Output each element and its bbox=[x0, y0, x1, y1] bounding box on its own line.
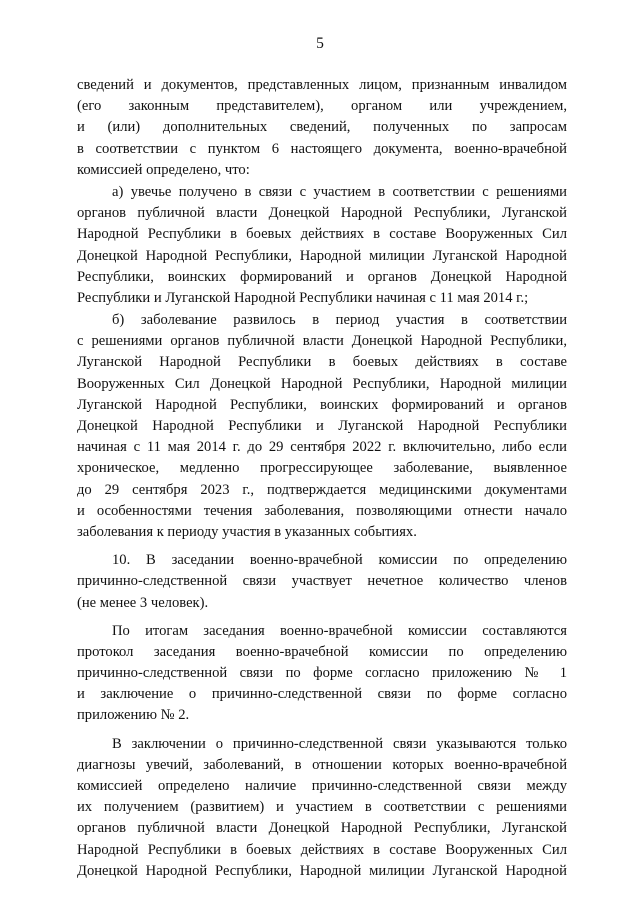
text-line: причинно-следственной связи по форме согласно приложению № 1 bbox=[77, 665, 567, 682]
text-line: Донецкой Народной Республики и Луганской Народной Республики bbox=[77, 418, 567, 434]
text-line: Луганской Народной Республики в боевых действиях в составе bbox=[77, 354, 567, 371]
text-line: диагнозы увечий, заболеваний, в отношении которых военно-врачебной bbox=[77, 756, 567, 773]
page-number: 5 bbox=[316, 35, 324, 52]
text-line: комиссией определено наличие причинно-следственной связи между bbox=[77, 778, 567, 794]
text-line: органов публичной власти Донецкой Народной Республики, Луганской bbox=[77, 820, 567, 837]
text-line: Луганской Народной Республики, воинских формирований и органов bbox=[77, 396, 567, 413]
paragraph bbox=[77, 734, 567, 882]
text-line: Народной Республики в боевых действиях в составе Вооруженных Сил bbox=[77, 841, 567, 858]
text-line: Республики и Луганской Народной Республики начиная с 11 мая 2014 г.; bbox=[77, 289, 529, 306]
text-line: их получением (развитием) и участием в соответствии с решениями bbox=[77, 799, 567, 816]
text-line: 10. В заседании военно-врачебной комиссии по определению bbox=[112, 552, 567, 569]
text-line: (не менее 3 человек). bbox=[77, 594, 209, 611]
text-line: сведений и документов, представленных лицом, признанным инвалидом bbox=[77, 77, 567, 93]
text-line: с решениями органов публичной власти Донецкой Народной Республики, bbox=[77, 333, 567, 350]
text-line: в соответствии с пунктом 6 настоящего документа, военно-врачебной bbox=[77, 140, 567, 157]
document-body bbox=[77, 75, 567, 882]
text-line: Вооруженных Сил Донецкой Народной Республики, Народной милиции bbox=[77, 375, 567, 392]
text-line: до 29 сентября 2023 г., подтверждается медицинскими документами bbox=[77, 481, 567, 498]
text-line: начиная с 11 мая 2014 г. до 29 сентября 2022 г. включительно, либо если bbox=[77, 439, 567, 456]
text-line: протокол заседания военно-врачебной комиссии по определению bbox=[77, 643, 567, 660]
text-line: органов публичной власти Донецкой Народной Республики, Луганской bbox=[77, 205, 567, 222]
text-line: а) увечье получено в связи с участием в соответствии с решениями bbox=[112, 183, 567, 200]
text-line: приложению № 2. bbox=[77, 707, 190, 724]
text-line: В заключении о причинно-следственной связи указываются только bbox=[112, 735, 567, 752]
paragraph bbox=[77, 75, 567, 181]
text-line: (его законным представителем), органом или учреждением, bbox=[77, 98, 567, 115]
text-line: б) заболевание развилось в период участия в соответствии bbox=[112, 312, 567, 329]
text-line: и заключение о причинно-следственной связи по форме согласно bbox=[77, 686, 567, 703]
text-line: комиссией определено, что: bbox=[77, 161, 250, 178]
text-line: Донецкой Народной Республики, Народной милиции Луганской Народной bbox=[77, 247, 567, 264]
text-line: Народной Республики в боевых действиях в составе Вооруженных Сил bbox=[77, 226, 567, 243]
text-line: причинно-следственной связи участвует нечетное количество членов bbox=[77, 573, 567, 590]
text-line: заболевания к периоду участия в указанных событиях. bbox=[77, 523, 417, 540]
text-line: хроническое, медленно прогрессирующее заболевание, выявленное bbox=[77, 460, 567, 477]
text-line: и (или) дополнительных сведений, полученных по запросам bbox=[77, 119, 567, 136]
paragraph bbox=[77, 182, 567, 309]
text-line: Республики, воинских формирований и органов Донецкой Народной bbox=[77, 268, 567, 285]
paragraph bbox=[77, 310, 567, 543]
text-line: и особенностями течения заболевания, позволяющими отнести начало bbox=[77, 502, 567, 519]
paragraph bbox=[77, 550, 567, 614]
paragraph bbox=[77, 621, 567, 727]
text-line: Донецкой Народной Республики, Народной милиции Луганской Народной bbox=[77, 862, 567, 879]
text-line: По итогам заседания военно-врачебной комиссии составляются bbox=[112, 622, 567, 639]
